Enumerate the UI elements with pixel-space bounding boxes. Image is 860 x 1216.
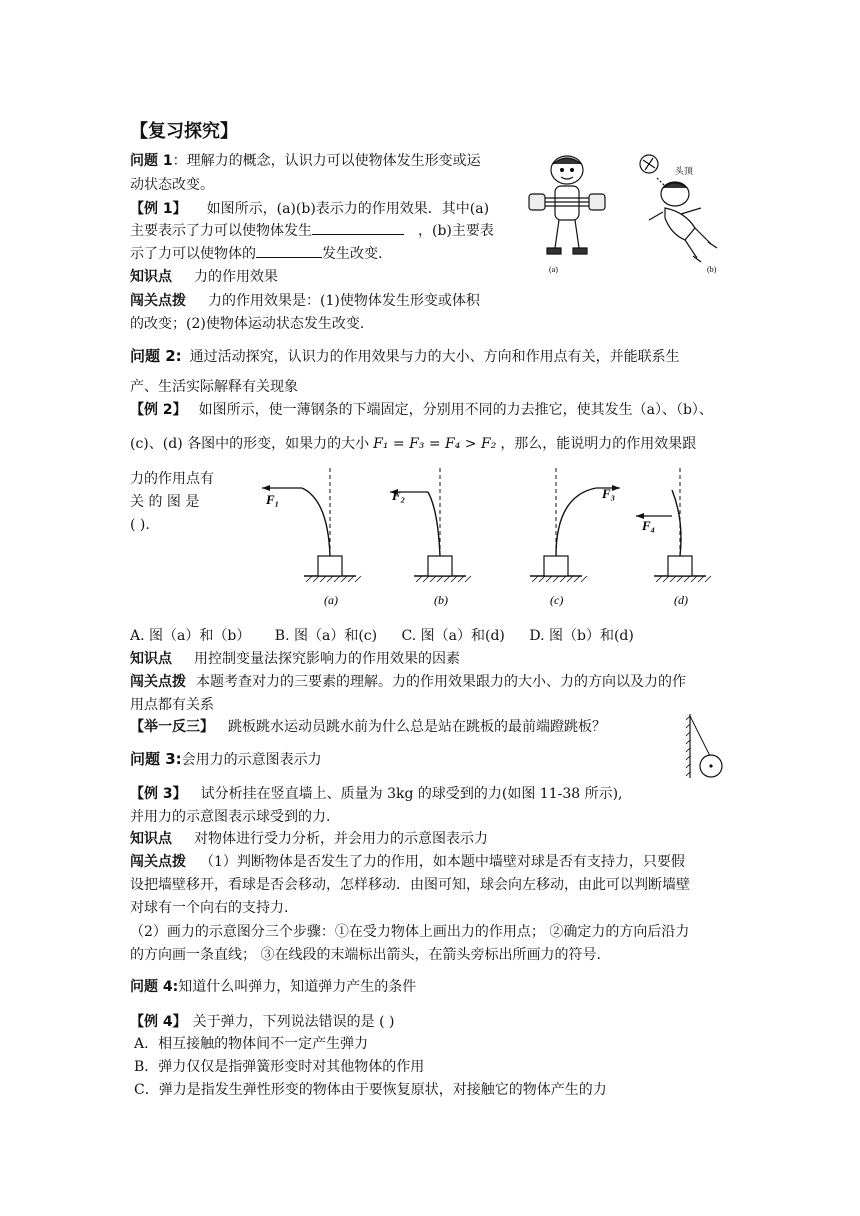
q3-kp-text: 对物体进行受力分析，并会用力的示意图表示力 bbox=[194, 831, 488, 847]
q4-line-1 bbox=[130, 976, 416, 998]
answer-blank-1[interactable] bbox=[312, 220, 404, 235]
q2-tip-line-1 bbox=[130, 671, 686, 693]
q3-tip-text-c: 对球有一个向右的支持力. bbox=[130, 900, 289, 916]
force-label: F₁ bbox=[266, 492, 280, 507]
q2-kp-label: 知识点 bbox=[130, 651, 172, 667]
q2-option-c[interactable]: C. 图（a）和(d) bbox=[401, 628, 505, 644]
q2-ex-text-c: 力的作用点有 bbox=[130, 471, 214, 487]
q2-tip-text-a: 本题考查对力的三要素的理解。力的作用效果跟力的大小、力的方向以及力的作 bbox=[196, 674, 686, 690]
q2-knowledge-point bbox=[130, 648, 460, 670]
q2-options bbox=[130, 625, 634, 647]
q4-example-line bbox=[130, 1011, 394, 1033]
q3-knowledge-point bbox=[130, 828, 488, 850]
q1-tip-line-1 bbox=[130, 290, 480, 312]
q3-line-1 bbox=[130, 748, 322, 771]
force-label: F₄ bbox=[642, 518, 656, 533]
force-label: F₂ bbox=[392, 488, 406, 503]
steel-strip-figure bbox=[390, 468, 471, 607]
q2-formula: F₁ = F₃ = F₄ > F₂ bbox=[373, 436, 497, 452]
q1-kp-label: 知识点 bbox=[130, 269, 172, 285]
strip-figure-label: (a) bbox=[324, 593, 338, 607]
q4-ex-text: 关于弹力，下列说法错误的是 ( ) bbox=[192, 1014, 395, 1030]
fig-label-a: (a) bbox=[549, 265, 558, 274]
section-title: 【复习探究】 bbox=[130, 121, 238, 142]
q1-example-line-2 bbox=[130, 220, 494, 242]
answer-blank-2[interactable] bbox=[256, 243, 322, 258]
q2-example-line-2 bbox=[130, 433, 696, 455]
q4-label: 问题 4: bbox=[130, 979, 179, 995]
q2-tip-text-b: 用点都有关系 bbox=[130, 697, 214, 713]
q1-text-b: 动状态改变。 bbox=[130, 177, 214, 193]
q3-kp-label: 知识点 bbox=[130, 831, 172, 847]
q4-option-a[interactable]: A．相互接触的物体间不一定产生弹力 bbox=[134, 1036, 369, 1052]
q1-ex-text-b2: ，(b)主要表 bbox=[418, 223, 494, 239]
q3-ex-label: 【例 3】 bbox=[130, 786, 187, 802]
fig-head-label: 头顶 bbox=[675, 166, 694, 176]
q4-option-c[interactable]: C．弹力是指发生弹性形变的物体由于要恢复原状，对接触它的物体产生的力 bbox=[134, 1082, 607, 1098]
q3-label: 问题 3: bbox=[130, 750, 182, 768]
q2-ex-text-a: 如图所示，使一薄钢条的下端固定，分别用不同的力去推它，使其发生（a）、（b）、 bbox=[198, 402, 713, 418]
steel-strip-figure bbox=[636, 468, 711, 607]
figure-boy-stretching bbox=[529, 156, 605, 254]
q1-text-a: ：理解力的概念，认识力可以使物体发生形变或运 bbox=[172, 153, 481, 169]
q2-example-line-1 bbox=[130, 399, 713, 421]
q1-knowledge-point bbox=[130, 266, 278, 288]
q2-ex-text-b2: ，那么，能说明力的作用效果跟 bbox=[500, 436, 697, 452]
q3-tip-text-b: 设把墙壁移开，看球是否会移动，怎样移动．由图可知，球会向左移动，由此可以判断墙壁 bbox=[130, 877, 690, 893]
q2-text-b: 产、生活实际解释有关现象 bbox=[130, 379, 298, 395]
q4-option-b[interactable]: B．弹力仅仅是指弹簧形变时对其他物体的作用 bbox=[134, 1059, 425, 1075]
q3-tip-text-d: （2）画力的示意图分三个步骤：①在受力物体上画出力的作用点； ②确定力的方向后沿力 bbox=[130, 924, 690, 940]
q3-figure bbox=[686, 712, 732, 780]
q2-text-a: 通过活动探究，认识力的作用效果与力的大小、方向和作用点有关，并能联系生 bbox=[189, 349, 680, 365]
q2-extra-text: 跳板跳水运动员跳水前为什么总是站在跳板的最前端蹬跳板？ bbox=[228, 719, 606, 735]
q2-line-1 bbox=[130, 345, 680, 368]
q2-kp-text: 用控制变量法探究影响力的作用效果的因素 bbox=[194, 651, 460, 667]
q1-example-line-3 bbox=[130, 243, 382, 265]
q3-tip-label: 闯关点拨 bbox=[130, 854, 186, 870]
q2-ex-text-d: 关 的 图 是 bbox=[130, 494, 200, 510]
q3-ex-text-b: 并用力的示意图表示球受到的力. bbox=[130, 809, 331, 825]
q1-line-1 bbox=[130, 150, 481, 172]
q1-label: 问题 1 bbox=[130, 153, 173, 169]
q2-ex-label: 【例 2】 bbox=[130, 402, 187, 418]
q1-ex-text-c1: 示了力可以使物体的 bbox=[130, 246, 256, 262]
q2-tip-label: 闯关点拨 bbox=[130, 674, 186, 690]
q2-figure bbox=[240, 460, 720, 610]
q3-tip-line-1 bbox=[130, 851, 685, 873]
q1-ex-text-b1: 主要表示了力可以使物体发生 bbox=[130, 223, 312, 239]
q3-tip-text-a: （1）判断物体是否发生了力的作用，如本题中墙壁对球是否有支持力，只要假 bbox=[200, 854, 685, 870]
strip-figure-label: (c) bbox=[550, 593, 564, 607]
q1-tip-text-a: 力的作用效果是：(1)使物体发生形变或体积 bbox=[208, 293, 480, 309]
q1-kp-text: 力的作用效果 bbox=[194, 269, 278, 285]
q1-example-line-1 bbox=[130, 198, 489, 220]
steel-strip-figure bbox=[262, 468, 361, 607]
q2-extra-label: 【举一反三】 bbox=[130, 719, 214, 735]
q2-ex-text-b1: (c)、(d) 各图中的形变，如果力的大小 bbox=[130, 436, 370, 452]
q2-ex-text-e: ( ). bbox=[130, 517, 150, 533]
q2-option-d[interactable]: D. 图（b）和(d) bbox=[529, 628, 634, 644]
q3-text: 会用力的示意图表示力 bbox=[181, 752, 322, 768]
force-label: F₃ bbox=[602, 486, 616, 501]
fig-label-b: (b) bbox=[707, 265, 717, 274]
q3-ex-text-a: 试分析挂在竖直墙上、质量为 3kg 的球受到的力(如图 11-38 所示), bbox=[200, 786, 623, 802]
q1-tip-label: 闯关点拨 bbox=[130, 293, 186, 309]
steel-strip-figure bbox=[530, 468, 620, 607]
q4-ex-label: 【例 4】 bbox=[130, 1014, 187, 1030]
q1-ex-text-a: 如图所示，(a)(b)表示力的作用效果．其中(a) bbox=[206, 201, 490, 217]
q1-ex-label: 【例 1】 bbox=[130, 201, 187, 217]
q2-extra-line bbox=[130, 716, 606, 738]
q2-label: 问题 2: bbox=[130, 347, 182, 365]
q3-tip-text-e: 的方向画一条直线； ③在线段的末端标出箭头，在箭头旁标出所画力的符号. bbox=[130, 947, 601, 963]
q1-figure bbox=[525, 148, 735, 276]
q4-text: 知道什么叫弹力，知道弹力产生的条件 bbox=[178, 979, 417, 995]
q2-option-a[interactable]: A. 图（a）和（b） bbox=[130, 628, 251, 644]
q2-option-b[interactable]: B. 图（a）和(c) bbox=[274, 628, 378, 644]
strip-figure-label: (b) bbox=[434, 593, 448, 607]
q1-tip-text-b: 的改变；(2)使物体运动状态发生改变. bbox=[130, 316, 365, 332]
q3-example-line-1 bbox=[130, 783, 623, 805]
q1-ex-text-c2: 发生改变. bbox=[322, 246, 383, 262]
strip-figure-label: (d) bbox=[674, 593, 688, 607]
